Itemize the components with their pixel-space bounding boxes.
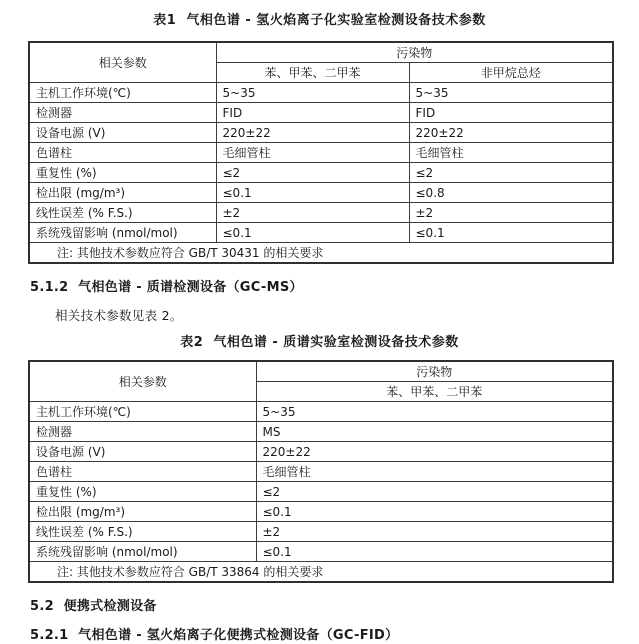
value-cell: ±2 [216,203,409,223]
value-cell: ≤0.1 [216,223,409,243]
value-cell: 毛细管柱 [256,462,613,482]
table-row [29,143,613,163]
table-row [29,402,613,422]
table-row [29,422,613,442]
param-cell: 检测器 [29,103,216,123]
table1-note: 注: 其他技术参数应符合 GB/T 30431 的相关要求 [29,243,613,264]
param-cell: 设备电源 (V) [29,123,216,143]
table2 [28,360,614,583]
table-row [29,542,613,562]
table-row [29,203,613,223]
table1 [28,41,614,264]
table-row [29,522,613,542]
param-cell: 重复性 (%) [29,163,216,183]
table2-note: 注: 其他技术参数应符合 GB/T 33864 的相关要求 [29,562,613,583]
value-cell: ±2 [409,203,613,223]
value-cell: 5~35 [216,83,409,103]
value-cell: 毛细管柱 [216,143,409,163]
value-cell: ≤2 [256,482,613,502]
param-cell: 主机工作环境(℃) [29,402,256,422]
table-row [29,163,613,183]
value-cell: ≤0.1 [216,183,409,203]
table2-pollutant-header: 污染物 [256,361,613,382]
table-row [29,183,613,203]
value-cell: 5~35 [409,83,613,103]
value-cell: FID [409,103,613,123]
param-cell: 设备电源 (V) [29,442,256,462]
section-5-2-heading: 5.2 便携式检测设备 [30,599,157,614]
value-cell: ≤0.1 [256,502,613,522]
value-cell: ≤0.1 [409,223,613,243]
section-5-1-2-heading: 5.1.2 气相色谱 - 质谱检测设备（GC-MS） [30,280,303,295]
section-5-2-1-heading: 5.2.1 气相色谱 - 氢火焰离子化便携式检测设备（GC-FID） [30,628,399,643]
table1-pollutant-header: 污染物 [216,42,613,63]
table-row [29,103,613,123]
value-cell: 220±22 [216,123,409,143]
param-cell: 检测器 [29,422,256,442]
value-cell: ≤0.8 [409,183,613,203]
table2-subheader-benzene: 苯、甲苯、二甲苯 [256,382,613,402]
table-row [29,83,613,103]
table2-header-row-1 [29,361,613,382]
param-cell: 系统残留影响 (nmol/mol) [29,223,216,243]
param-cell: 色谱柱 [29,143,216,163]
param-cell: 检出限 (mg/m³) [29,183,216,203]
table1-subheader-nmhc: 非甲烷总烃 [409,63,613,83]
table1-header-row-1 [29,42,613,63]
table1-param-header: 相关参数 [29,42,216,83]
table-row [29,123,613,143]
value-cell: 5~35 [256,402,613,422]
table1-caption: 表1 气相色谱 - 氢火焰离子化实验室检测设备技术参数 [153,13,486,28]
value-cell: 220±22 [409,123,613,143]
table1-note-row [29,243,613,264]
table-row [29,502,613,522]
table2-param-header: 相关参数 [29,361,256,402]
param-cell: 系统残留影响 (nmol/mol) [29,542,256,562]
value-cell: 220±22 [256,442,613,462]
param-cell: 色谱柱 [29,462,256,482]
value-cell: ≤2 [216,163,409,183]
value-cell: MS [256,422,613,442]
table2-caption: 表2 气相色谱 - 质谱实验室检测设备技术参数 [180,335,459,350]
value-cell: FID [216,103,409,123]
param-cell: 线性误差 (% F.S.) [29,203,216,223]
table-row [29,223,613,243]
table2-note-row [29,562,613,583]
param-cell: 主机工作环境(℃) [29,83,216,103]
value-cell: ≤2 [409,163,613,183]
value-cell: 毛细管柱 [409,143,613,163]
value-cell: ±2 [256,522,613,542]
table-row [29,482,613,502]
section-5-1-2-body: 相关技术参数见表 2。 [55,308,183,323]
param-cell: 检出限 (mg/m³) [29,502,256,522]
param-cell: 线性误差 (% F.S.) [29,522,256,542]
value-cell: ≤0.1 [256,542,613,562]
table-row [29,442,613,462]
table1-subheader-benzene: 苯、甲苯、二甲苯 [216,63,409,83]
param-cell: 重复性 (%) [29,482,256,502]
table-row [29,462,613,482]
